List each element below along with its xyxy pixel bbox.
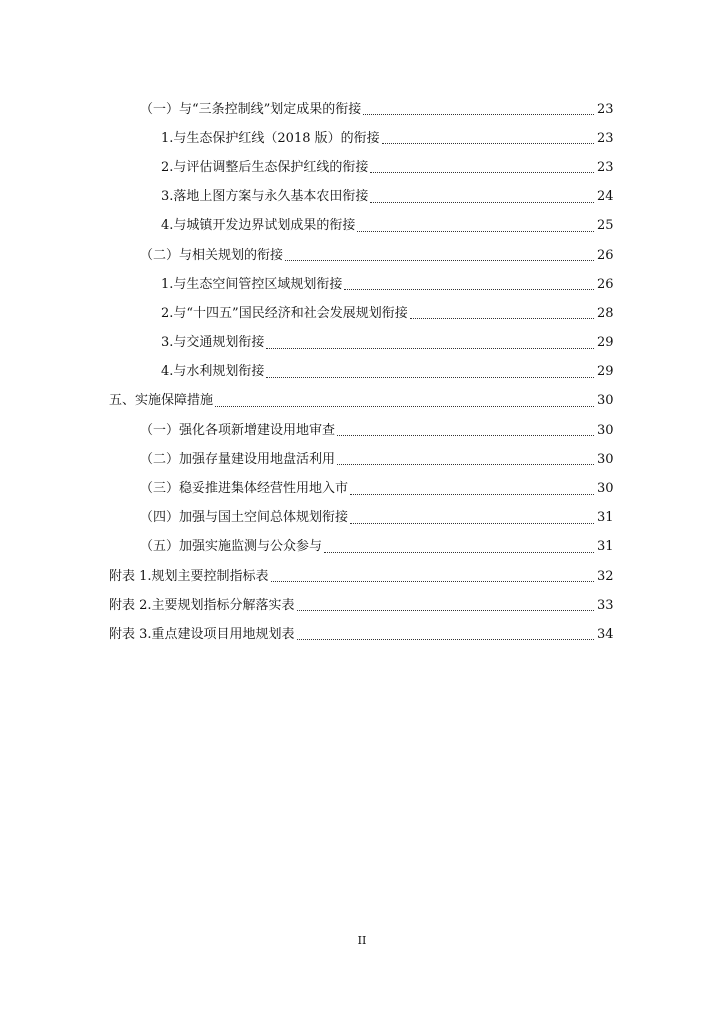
toc-entry-page: 26 [597, 276, 614, 292]
toc-entry-page: 23 [597, 101, 614, 117]
toc-dot-leader [271, 565, 594, 582]
toc-entry-page: 30 [597, 393, 614, 409]
toc-entry-title: （一）强化各项新增建设用地审查 [140, 422, 336, 438]
page-number: II [357, 934, 367, 947]
toc-entry[interactable] [0, 124, 724, 153]
toc-dot-leader [324, 536, 594, 553]
toc-entry-title: 1.与生态保护红线（2018 版）的衔接 [161, 130, 380, 146]
toc-dot-leader [410, 302, 594, 319]
toc-entry-page: 29 [597, 364, 614, 380]
toc-entry[interactable] [0, 95, 724, 124]
toc-entry[interactable] [0, 416, 724, 445]
toc-entry-title: 3.与交通规划衔接 [161, 335, 265, 351]
toc-entry[interactable] [0, 504, 724, 533]
toc-entry-page: 28 [597, 305, 614, 321]
toc-dot-leader [350, 478, 594, 495]
toc-entry[interactable] [0, 153, 724, 182]
toc-entry-page: 26 [597, 247, 614, 263]
toc-dot-leader [382, 127, 594, 144]
toc-entry[interactable] [0, 445, 724, 474]
toc-entry-page: 23 [597, 130, 614, 146]
toc-dot-leader [337, 448, 594, 465]
toc-entry-title: （二）与相关规划的衔接 [140, 247, 284, 263]
toc-dot-leader [266, 361, 594, 378]
toc-entry[interactable] [0, 387, 724, 416]
toc-entry[interactable] [0, 270, 724, 299]
toc-entry[interactable] [0, 562, 724, 591]
toc-entry-title: 2.与“十四五”国民经济和社会发展规划衔接 [161, 305, 408, 321]
toc-dot-leader [297, 594, 594, 611]
toc-entry-title: 附表 1.规划主要控制指标表 [109, 568, 269, 584]
toc-dot-leader [337, 419, 594, 436]
toc-entry-title: 五、实施保障措施 [109, 393, 214, 409]
toc-entry[interactable] [0, 299, 724, 328]
toc-entry-title: （四）加强与国土空间总体规划衔接 [140, 510, 349, 526]
toc-entry[interactable] [0, 358, 724, 387]
toc-entry-page: 30 [597, 422, 614, 438]
toc-entry-page: 24 [597, 189, 614, 205]
toc-entry-title: 3.落地上图方案与永久基本农田衔接 [161, 189, 369, 205]
toc-entry[interactable] [0, 533, 724, 562]
toc-dot-leader [350, 507, 594, 524]
toc-entry-page: 31 [597, 539, 614, 555]
toc-entry-page: 25 [597, 218, 614, 234]
toc-entry-page: 29 [597, 335, 614, 351]
toc-dot-leader [266, 332, 594, 349]
table-of-contents [0, 95, 724, 650]
toc-entry[interactable] [0, 212, 724, 241]
toc-entry-title: 4.与城镇开发边界试划成果的衔接 [161, 218, 356, 234]
toc-entry-title: 附表 2.主要规划指标分解落实表 [109, 597, 295, 613]
toc-entry-page: 23 [597, 159, 614, 175]
toc-entry[interactable] [0, 241, 724, 270]
toc-entry-title: 4.与水利规划衔接 [161, 364, 265, 380]
toc-entry-title: 2.与评估调整后生态保护红线的衔接 [161, 159, 369, 175]
toc-dot-leader [297, 623, 594, 640]
toc-entry-page: 30 [597, 481, 614, 497]
toc-entry-page: 34 [597, 626, 614, 642]
toc-entry-page: 30 [597, 451, 614, 467]
toc-entry-title: （二）加强存量建设用地盘活利用 [140, 451, 336, 467]
toc-entry[interactable] [0, 591, 724, 620]
toc-entry[interactable] [0, 620, 724, 649]
toc-dot-leader [370, 156, 594, 173]
toc-entry-title: （三）稳妥推进集体经营性用地入市 [140, 481, 349, 497]
toc-dot-leader [344, 273, 594, 290]
toc-dot-leader [285, 244, 594, 261]
toc-entry[interactable] [0, 329, 724, 358]
toc-entry-page: 32 [597, 568, 614, 584]
toc-dot-leader [363, 98, 594, 115]
toc-dot-leader [370, 186, 594, 203]
toc-entry-page: 31 [597, 510, 614, 526]
toc-entry[interactable] [0, 474, 724, 503]
toc-entry[interactable] [0, 183, 724, 212]
toc-entry-title: （五）加强实施监测与公众参与 [140, 539, 323, 555]
toc-dot-leader [357, 215, 594, 232]
toc-entry-title: 1.与生态空间管控区域规划衔接 [161, 276, 343, 292]
toc-dot-leader [215, 390, 594, 407]
toc-entry-title: 附表 3.重点建设项目用地规划表 [109, 626, 295, 642]
toc-entry-title: （一）与“三条控制线”划定成果的衔接 [140, 101, 362, 117]
toc-entry-page: 33 [597, 597, 614, 613]
